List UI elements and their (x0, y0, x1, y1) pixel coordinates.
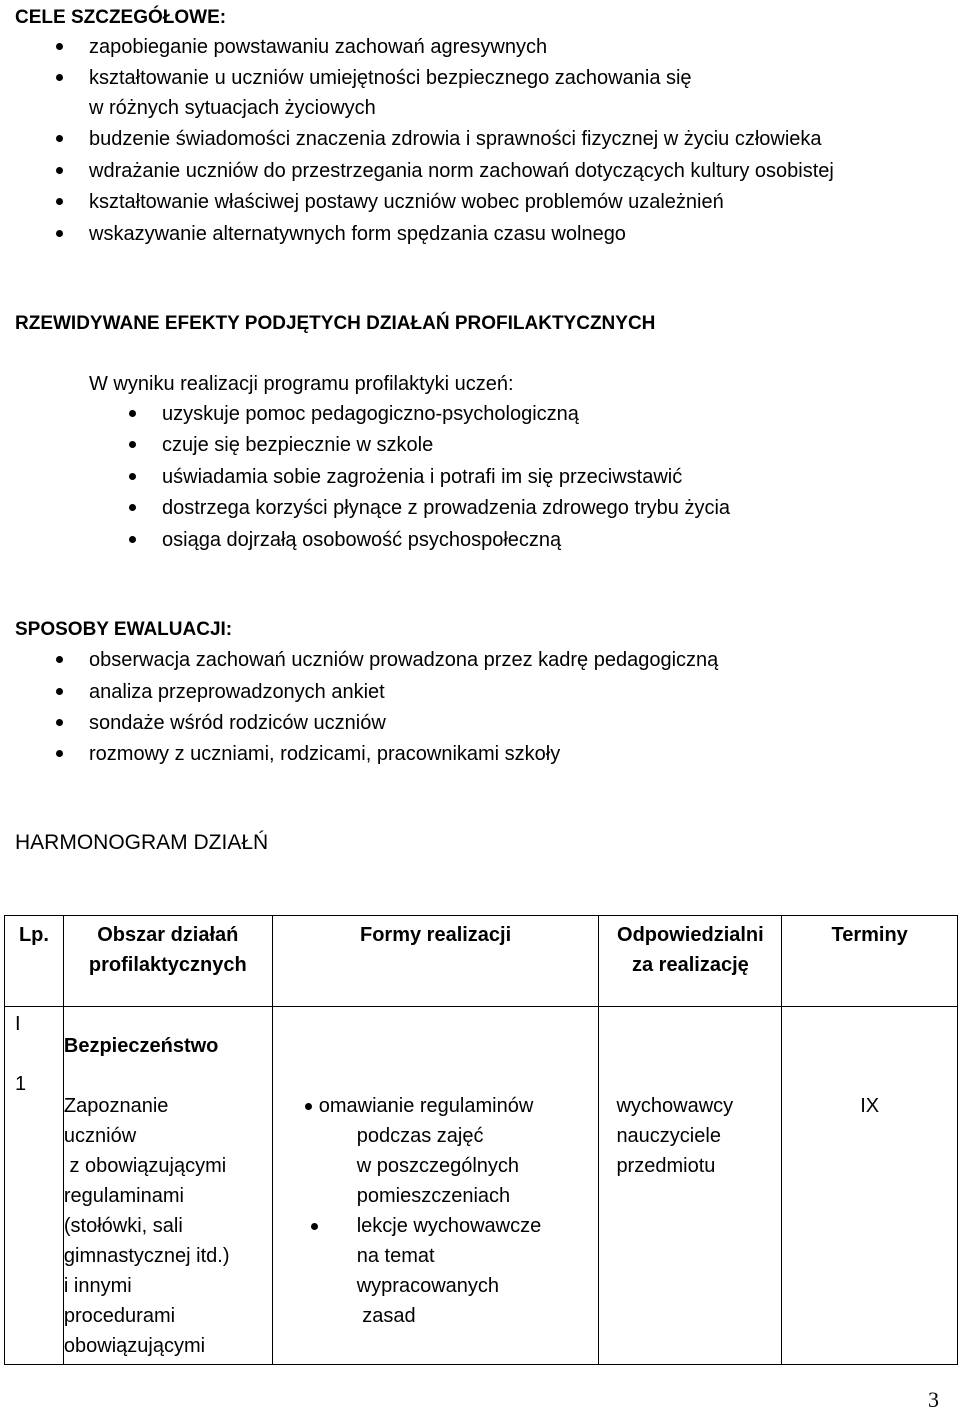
obszar-line: uczniów (63, 1125, 137, 1147)
bullet-icon (56, 43, 63, 50)
odp-line: przedmiotu (616, 1155, 716, 1177)
list-item: omawianie regulaminów podczas zajęć w poszczególnych pomieszczeniach (305, 1091, 591, 1211)
cele-item-3: budzenie świadomości znaczenia zdrowia i sprawności fizycznej w życiu człowieka (89, 128, 822, 150)
cell-terminy (782, 1007, 958, 1365)
bullet-icon (311, 1223, 318, 1230)
odp-line: wychowawcy (616, 1095, 734, 1117)
section-heading-cele: CELE SZCZEGÓŁOWE: (15, 7, 227, 28)
cele-item-2-continued: w różnych sytuacjach życiowych (89, 97, 376, 119)
section-heading-efekty: RZEWIDYWANE EFEKTY PODJĘTYCH DZIAŁAŃ PROFILAKTYCZNYCH (15, 313, 656, 334)
bullet-icon (56, 74, 63, 81)
list-item: lekcje wychowawcze na temat wypracowanych zasad (305, 1211, 591, 1331)
ewaluacja-item-3: sondaże wśród rodziców uczniów (89, 712, 386, 734)
efekty-item-3: uświadamia sobie zagrożenia i potrafi im się przeciwstawić (162, 466, 683, 488)
obszar-line: obowiązującymi (63, 1335, 206, 1357)
column-header-odpowiedzialni (599, 916, 782, 1007)
column-header-formy: Formy realizacji (272, 916, 599, 1007)
efekty-item-5: osiąga dojrzałą osobowość psychospołeczną (162, 529, 562, 551)
table-row (5, 1007, 958, 1365)
efekty-item-1: uzyskuje pomoc pedagogiczno-psychologiczną (162, 403, 579, 425)
cell-formy (272, 1007, 599, 1365)
lp-roman: I (15, 1013, 21, 1035)
bullet-icon (56, 719, 63, 726)
column-header-obszar (63, 916, 272, 1007)
cele-item-2: kształtowanie u uczniów umiejętności bezpiecznego zachowania się (89, 67, 692, 89)
section-heading-ewaluacja: SPOSOBY EWALUACJI: (15, 619, 233, 640)
ewaluacja-item-4: rozmowy z uczniami, rodzicami, pracownikami szkoły (89, 743, 561, 765)
column-header-obszar-line2: profilaktycznych (88, 954, 247, 976)
cele-item-4: wdrażanie uczniów do przestrzegania norm zachowań dotyczących kultury osobistej (89, 160, 834, 182)
bullet-icon (129, 441, 136, 448)
column-header-odp-line1: Odpowiedzialni (617, 924, 764, 946)
cele-item-1: zapobieganie powstawaniu zachowań agresywnych (89, 36, 548, 58)
column-header-terminy: Terminy (782, 916, 958, 1007)
cell-obszar (63, 1007, 272, 1365)
bullet-icon (56, 198, 63, 205)
cell-lp (5, 1007, 64, 1365)
obszar-line: Zapoznanie (63, 1095, 169, 1117)
obszar-line: (stołówki, sali (63, 1215, 183, 1237)
lp-number: 1 (15, 1073, 27, 1095)
bullet-icon (56, 750, 63, 757)
efekty-item-2: czuje się bezpiecznie w szkole (162, 434, 434, 456)
formy-list (305, 1091, 591, 1331)
column-header-obszar-line1: Obszar działań (97, 924, 239, 946)
page-number: 3 (928, 1387, 939, 1412)
termin-value: IX (860, 1095, 880, 1117)
bullet-icon (56, 656, 63, 663)
bullet-icon (129, 536, 136, 543)
column-header-odp-line2: za realizację (632, 954, 749, 976)
bullet-icon (305, 1103, 312, 1110)
obszar-line: i innymi (63, 1275, 132, 1297)
bullet-icon (129, 504, 136, 511)
bullet-icon (129, 410, 136, 417)
obszar-line: z obowiązującymi (63, 1155, 227, 1177)
cell-odpowiedzialni (599, 1007, 782, 1365)
efekty-item-4: dostrzega korzyści płynące z prowadzenia zdrowego trybu życia (162, 497, 731, 519)
obszar-title: Bezpieczeństwo (63, 1035, 219, 1057)
odp-line: nauczyciele (616, 1125, 721, 1147)
section-heading-harmonogram: HARMONOGRAM DZIAŁŃ (15, 831, 269, 854)
cele-item-6: wskazywanie alternatywnych form spędzania czasu wolnego (89, 223, 626, 245)
efekty-intro: W wyniku realizacji programu profilaktyki uczeń: (89, 373, 514, 395)
ewaluacja-item-2: analiza przeprowadzonych ankiet (89, 681, 385, 703)
table-header-row (5, 916, 958, 1007)
obszar-line: gimnastycznej itd.) (63, 1245, 230, 1267)
bullet-icon (56, 230, 63, 237)
column-header-lp: Lp. (5, 916, 64, 1007)
bullet-icon (56, 167, 63, 174)
bullet-icon (56, 688, 63, 695)
harmonogram-table (4, 915, 958, 1365)
bullet-icon (129, 473, 136, 480)
bullet-icon (56, 135, 63, 142)
obszar-line: procedurami (63, 1305, 176, 1327)
cele-item-5: kształtowanie właściwej postawy uczniów wobec problemów uzależnień (89, 191, 724, 213)
obszar-line: regulaminami (63, 1185, 184, 1207)
ewaluacja-item-1: obserwacja zachowań uczniów prowadzona przez kadrę pedagogiczną (89, 649, 719, 671)
